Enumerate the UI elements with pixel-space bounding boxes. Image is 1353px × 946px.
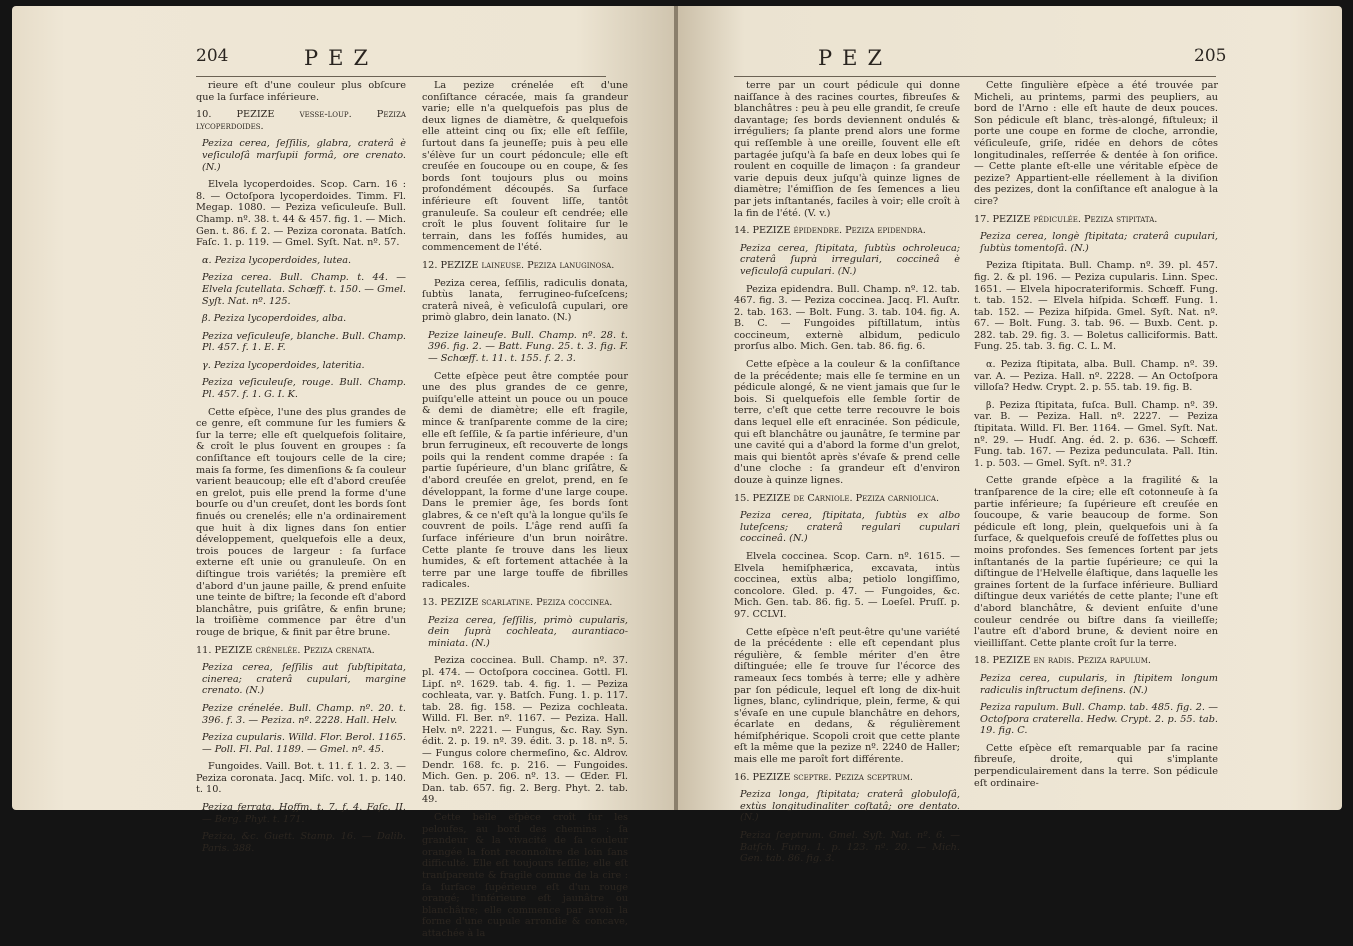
text-paragraph: Peziza cerea, ſeſſilis, radiculis donata, ſubtùs lanata, ferrugineo-fuſceſcens; craterâ niveâ, è veſiculoſâ cupulari, ore primò glabro, dein lanato. (N.) (422, 277, 628, 324)
left-running-head: PEZ (304, 46, 379, 70)
text-paragraph: La pezize crénelée eſt d'une conſiſtance céracée, mais ſa grandeur varie; elle n'a quelquefois pas plus de deux lignes de diamètre, & quelquefois elle atteint cinq ou ſix; elle eſt ſeſſile, ſurtout dans ſa jeuneſſe; puis à peu elle s'élève ſur un court pédoncule; elle eſt creuſée en ſoucoupe ou en coupe, & ſes bords ſont toujours plus ou moins profondément découpés. Sa ſurface inférieure eſt ſouvent liſſe, tantôt granuleuſe. Sa couleur eſt cendrée; elle croît le plus ſouvent ſolitaire ſur le terrain, dans les foſſés humides, au commencement de l'été. (422, 80, 628, 254)
text-paragraph: Peziza cerea, ſeſſilis, primò cupularis, dein ſuprà cochleata, aurantiaco-miniata. (N.) (428, 614, 628, 649)
text-paragraph: 16. PEZIZE ſceptre. Peziza ſceptrum. (734, 771, 914, 783)
text-paragraph: Peziza cerea, ſtipitata, ſubtùs ochroleuca; craterâ ſuprà irregulari, coccineâ è veſiculoſâ cupulari. (N.) (740, 242, 960, 277)
text-paragraph: Peziza cupularis. Willd. Flor. Berol. 1165. — Poll. Fl. Pal. 1189. — Gmel. nº. 45. (202, 732, 406, 755)
text-paragraph: Pezize crénelée. Bull. Champ. nº. 20. t. 396. f. 3. — Peziza. nº. 2228. Hall. Helv. (202, 702, 406, 726)
text-paragraph: Cette ſingulière eſpèce a été trouvée par Micheli, au printems, parmi des peupliers, au bord de l'Arno : elle eſt haute de deux pouces. Son pédicule eſt blanc, très-alongé, fiſtuleux; il porte une coupe en forme de cloche, arrondie, véſiculeuſe, griſe, ridée en dehors de côtes longitudinales, reſſerrée & dentée à ſon orifice. — Cette plante eſt-elle une véritable eſpèce de pezize? Appartient-elle réellement à la diviſion des pezizes, dont la conſiſtance eſt analogue à la cire? (974, 80, 1218, 207)
left-header-rule (196, 76, 606, 77)
text-paragraph: Cette eſpèce eſt remarquable par ſa racine fibreuſe, droite, qui s'implante perpendiculairement dans la terre. Son pédicule eſt ordinaire- (974, 742, 1218, 789)
text-paragraph: Cette eſpèce, l'une des plus grandes de ce genre, eſt commune ſur les fumiers & ſur la terre; elle eſt quelquefois ſolitaire, & croît le plus ſouvent en groupes : ſa conſiſtance eſt toujours celle de la cire; mais ſa forme, ſes dimenſions & ſa couleur varient beaucoup; elle eſt d'abord creuſée en grelot, puis elle prend la forme d'une bourſe ou d'un creuſet, dont les bords ſont finués ou crenelés; elle n'a ordinairement que huit à dix lignes dans ſon entier développement, quelquefois elle a deux, trois pouces de largeur : ſa ſurface externe eſt unie ou granuleuſe. On en diſtingue trois variétés; la première eſt d'abord d'un jaune paille, & prend enſuite une teinte de biſtre; la ſeconde eſt d'abord blanchâtre, puis griſâtre, & enfin brune; la troiſième commence par être d'un rouge de brique, & finit par être brune. (196, 406, 406, 638)
right-running-head: PEZ (818, 46, 893, 70)
text-paragraph: 17. PEZIZE pédiculée. Peziza ſtipitata. (974, 213, 1158, 225)
text-paragraph: Peziza veſiculeuſe, rouge. Bull. Champ. Pl. 457. f. 1. G. I. K. (202, 377, 406, 401)
text-paragraph: 18. PEZIZE en radis. Peziza rapulum. (974, 655, 1151, 667)
text-paragraph: Peziza coccinea. Bull. Champ. nº. 37. pl. 474. — Octoſpora coccinea. Gottl. Fl. Lipſ. nº. 1629. tab. 4. fig. 1. — Peziza cochleata, var. γ. Batſch. Fung. 1. p. 117. tab. 28. fig. 158. — Peziza cochleata. Willd. Fl. Ber. nº. 1167. — Peziza. Hall. Helv. nº. 2221. — Fungus, &c. Ray. Syn. édit. 2. p. 19. nº. 39. édit. 3. p. 18. nº. 5. — Fungus colore chermeſino, &c. Aldrov. Dendr. 168. fc. p. 216. — Fungoides. Mich. Gen. p. 206. nº. 13. — Œder. Fl. Dan. tab. 657. fig. 2. Berg. Phyt. 2. tab. 49. (422, 655, 628, 806)
text-paragraph: Cette belle eſpèce croît ſur les peloufes, au bord des chemins : ſa grandeur & la vivacité de ſa couleur orangée la font reconnoître de loin ſans difficulté. Elle eſt toujours ſeſſile; elle eſt tranſparente & fragile comme de la cire : ſa ſurface ſupérieure eſt d'un rouge orangé; l'inférieure eſt jaunâtre ou blanchâtre; elle commence par avoir la forme d'une cupule arrondie & concave, attachée à la (422, 812, 628, 939)
text-paragraph: Cette eſpèce a la couleur & la conſiſtance de la précédente; mais elle ſe termine en un pédicule alongé, & ne vient jamais que ſur le bois. Si quelquefois elle ſemble ſortir de terre, c'eſt que cette terre recouvre le bois dans lequel elle eſt enracinée. Son pédicule, qui eſt blanchâtre ou jaunâtre, ſe termine par une cavité qui a d'abord la forme d'un grelot, mais qui bientôt après s'évaſe & prend celle d'une cloche : ſa grandeur eſt d'environ douze à quinze lignes. (734, 359, 960, 486)
text-paragraph: β. Peziza ſtipitata, fuſca. Bull. Champ. nº. 39. var. B. — Peziza. Hall. nº. 2227. — Peziza ſtipitata. Willd. Fl. Ber. 1164. — Gmel. Syſt. Nat. nº. 29. — Hudſ. Ang. éd. 2. p. 636. — Schœff. Fung. tab. 167. — Peziza pedunculata. Pall. Itin. 1. p. 503. — Gmel. Syſt. nº. 31.? (974, 399, 1218, 469)
text-paragraph: Peziza cerea, longè ſtipitata; craterâ cupulari, ſubtùs tomentoſâ. (N.) (980, 231, 1218, 254)
right-header-rule (734, 76, 1216, 77)
text-paragraph: α. Peziza ſtipitata, alba. Bull. Champ. nº. 39. var. A. — Peziza. Hall. nº. 2228. — An Octoſpora villoſa? Hedw. Crypt. 2. p. 55. tab. 19. fig. B. (974, 359, 1218, 394)
text-paragraph: Peziza cerea. Bull. Champ. t. 44. — Elvela ſcutellata. Schœff. t. 150. — Gmel. Syſt. Nat. nº. 125. (202, 272, 406, 307)
text-paragraph: 10. PEZIZE veſſe-loup. Peziza lycoperdoides. (196, 109, 406, 132)
text-paragraph: 13. PEZIZE ſcarlatine. Peziza coccinea. (422, 596, 613, 608)
text-paragraph: Elvela lycoperdoides. Scop. Carn. 16 : 8. — Octoſpora lycoperdoides. Timm. Fl. Megap. 1080. — Peziza veſiculeuſe. Bull. Champ. nº. 38. t. 44 & 457. fig. 1. — Mich. Gen. t. 86. f. 2. — Peziza coronata. Batſch. Faſc. 1. p. 119. — Gmel. Syſt. Nat. nº. 57. (196, 179, 406, 249)
left-page (12, 6, 676, 939)
text-paragraph: 11. PEZIZE crénelée. Peziza crenata. (196, 644, 375, 656)
text-paragraph: Fungoides. Vaill. Bot. t. 11. f. 1. 2. 3. — Peziza coronata. Jacq. Miſc. vol. 1. p. 140. t. 10. (196, 761, 406, 796)
text-paragraph: Pezize laineuſe. Bull. Champ. nº. 28. t. 396. fig. 2. — Batt. Fung. 25. t. 3. fig. F. — Schœff. t. 11. t. 155. f. 2. 3. (428, 329, 628, 365)
text-paragraph: Peziza ferrata. Hoffm. t. 7. f. 4. Faſc. II. — Berg. Phyt. t. 171. (202, 802, 406, 825)
text-paragraph: 15. PEZIZE de Carniole. Peziza carniolica. (734, 492, 940, 504)
text-paragraph: Peziza cerea, ſeſſilis aut ſubſtipitata, cinerea; craterâ cupulari, margine crenato. (N.) (202, 662, 406, 697)
text-paragraph: Peziza veſiculeuſe, blanche. Bull. Champ. Pl. 457. f. 1. E. F. (202, 330, 406, 354)
text-paragraph: Cette eſpèce peut être comptée pour une des plus grandes de ce genre, puiſqu'elle atteint un pouce ou un pouce & demi de diamètre; elle eſt fragile, mince & tranſparente comme de la cire; elle eſt ſeſſile, & ſa partie inférieure, d'un brun ferrugineux, eſt recouverte de longs poils qui la rendent comme drapée : ſa partie ſupérieure, d'un blanc griſâtre, & d'abord creuſée en grelot, prend, en ſe développant, la forme d'une large coupe. Dans le premier âge, ſes bords ſont glabres, & ce n'eſt qu'à la longue qu'ils ſe couvrent de poils. L'âge rend auſſi ſa ſurface inférieure d'un brun noirâtre. Cette plante ſe trouve dans les lieux humides, & eſt fortement attachée à la terre par une large touffe de fibrilles radicales. (422, 370, 628, 591)
text-paragraph: Peziza longa, ſtipitata; craterâ globuloſâ, extùs longitudinaliter coſtatâ; ore dentato. (N.) (740, 789, 960, 824)
text-paragraph: Peziza, &c. Guett. Stamp. 16. — Dalib. Paris. 388. (202, 831, 406, 854)
text-paragraph: Elvela coccinea. Scop. Carn. nº. 1615. — Elvela hemiſphærica, excavata, intùs coccinea, extùs alba; petiolo longiſſimo, concolore. Gled. p. 47. — Fungoides, &c. Mich. Gen. tab. 86. fig. 5. — Loeſel. Pruſſ. p. 97. CCLVI. (734, 550, 960, 620)
text-paragraph: Cette eſpèce n'eſt peut-être qu'une variété de la précédente : elle eſt cependant plus régulière, & ſemble mériter d'en être diſtinguée; elle ſe trouve ſur l'écorce des rameaux ſecs tombés à terre; elle y adhère par ſon pédicule, lequel eſt long de dix-huit lignes, blanc, cylindrique, plein, ferme, & qui s'évaſe en une cupule blanchâtre en dehors, écarlate en dedans, & régulièrement hémiſphérique. Scopoli croit que cette plante eſt la même que la pezize nº. 2240 de Haller; mais elle me paroît fort différente. (734, 626, 960, 766)
text-paragraph: rieure eſt d'une couleur plus obſcure que la ſurface inférieure. (196, 80, 406, 103)
right-column-2 (974, 80, 1218, 795)
text-paragraph: Cette grande eſpèce a la fragilité & la tranſparence de la cire; elle eſt cotonneuſe à ſa partie inférieure; ſa ſupérieure eſt creuſée en ſoucoupe, & varie beaucoup de forme. Son pédicule eſt long, plein, quelquefois uni à ſa ſurface, & quelquefois creuſé de foſſettes plus ou moins profondes. Ses ſemences ſortent par jets inſtantanés de la partie ſupérieure; ce qui la diſtingue de l'Helvelle élaſtique, dans laquelle les graines ſortent de la ſurface inférieure. Bulliard diſtingue deux variétés de cette plante; l'une eſt d'abord blanchâtre, & devient enſuite d'une couleur cendrée ou biſtre dans ſa vieilleſſe; l'autre eſt d'abord brune, & devient noire en vieilliſſant. Cette plante croît ſur la terre. (974, 475, 1218, 649)
right-column-1 (734, 80, 960, 871)
text-paragraph: Peziza ſtipitata. Bull. Champ. nº. 39. pl. 457. fig. 2. & pl. 196. — Peziza cupularis. Linn. Spec. 1651. — Elvela hipocrateriformis. Schœff. Fung. t. tab. 152. — Elvela hiſpida. Schœff. Fung. 1. tab. 152. — Peziza hiſpida. Gmel. Syſt. Nat. nº. 67. — Bolt. Fung. 3. tab. 96. — Buxb. Cent. p. 282. tab. 29. fig. 3. — Boletus calliciformis. Batt. Fung. 25. tab. 3. fig. C. L. M. (974, 260, 1218, 353)
text-paragraph: Peziza cerea, ſtipitata, ſubtùs ex albo luteſcens; craterâ regulari cupulari coccineâ. (N.) (740, 510, 960, 545)
left-page-number: 204 (196, 46, 229, 66)
text-paragraph: Peziza ſceptrum. Gmel. Syſt. Nat. nº. 6. — Batſch. Fung. 1. p. 123. nº. 20. — Mich. Gen. tab. 86. fig. 3. (740, 830, 960, 865)
text-paragraph: Peziza cerea, ſeſſilis, glabra, craterâ è veſiculoſâ marſupii formâ, ore crenato. (N.) (202, 138, 406, 173)
text-paragraph: 14. PEZIZE épidendre. Peziza epidendra. (734, 225, 926, 237)
right-page (678, 6, 1342, 865)
left-column-2 (422, 80, 628, 946)
text-paragraph: Peziza rapulum. Bull. Champ. tab. 485. fig. 2. — Octoſpora craterella. Hedw. Crypt. 2. p. 55. tab. 19. fig. C. (980, 702, 1218, 737)
left-column-1 (196, 80, 406, 860)
right-page-number: 205 (1194, 46, 1227, 66)
text-paragraph: Peziza cerea, cupularis, in ſtipitem longum radiculis inſtructum deſinens. (N.) (980, 672, 1218, 696)
open-book (12, 6, 1342, 939)
text-paragraph: γ. Peziza lycoperdoides, lateritia. (202, 359, 365, 371)
text-paragraph: 12. PEZIZE laineuſe. Peziza lanuginoſa. (422, 259, 615, 271)
text-paragraph: β. Peziza lycoperdoides, alba. (202, 313, 347, 325)
text-paragraph: terre par un court pédicule qui donne naiſſance à des racines courtes, fibreuſes & blanchâtres : peu à peu elle grandit, ſe creuſe davantage; ſes bords deviennent ondulés & irréguliers; ſa plante prend alors une forme qui reſſemble à une oreille, ſouvent elle eſt partagée juſqu'à ſa baſe en deux lobes qui ſe roulent en coquille de limaçon : ſa grandeur varie depuis deux juſqu'à quinze lignes de diamètre; l'émiſſion de ſes ſemences a lieu par jets inſtantanés, faciles à voir; elle croît à la fin de l'été. (V. v.) (734, 80, 960, 219)
text-paragraph: α. Peziza lycoperdoides, lutea. (202, 254, 352, 266)
text-paragraph: Peziza epidendra. Bull. Champ. nº. 12. tab. 467. fig. 3. — Peziza coccinea. Jacq. Fl. Auſtr. 2. tab. 163. — Bolt. Fung. 3. tab. 104. fig. A. B. C. — Fungoides piſtillatum, intùs coccineum, externè albidum, pediculo prorſus albo. Mich. Gen. tab. 86. fig. 6. (734, 283, 960, 353)
